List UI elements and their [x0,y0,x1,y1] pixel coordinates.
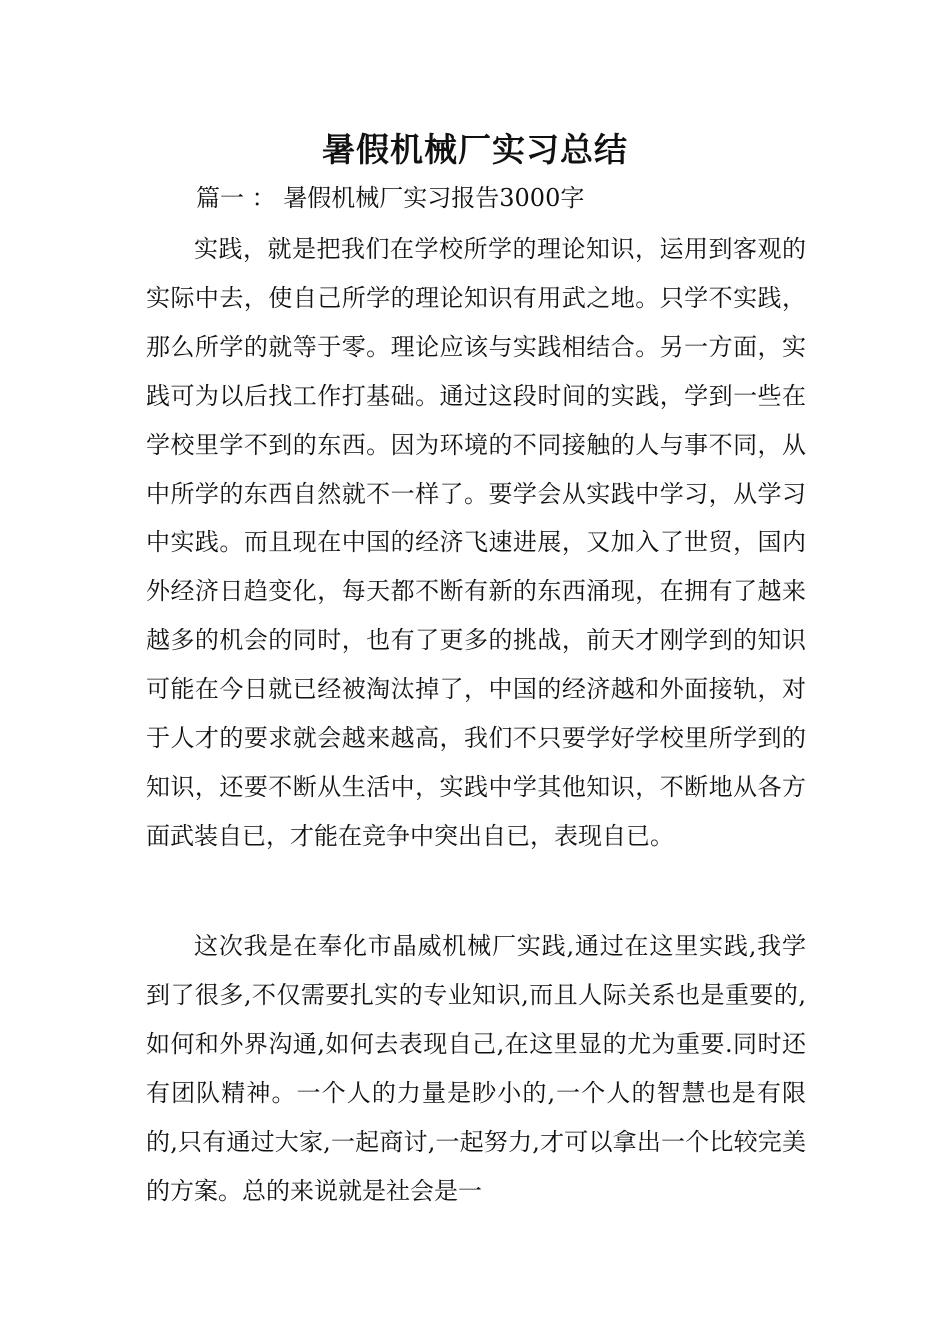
document-title: 暑假机械厂实习总结 [322,130,628,169]
paragraph-1: 实践，就是把我们在学校所学的理论知识，运用到客观的实际中去，使自己所学的理论知识有用武之地。只学不实践，那么所学的就等于零。理论应该与实践相结合。另一方面，实践可为以后找工作打基础。通过这段时间的实践，学到一些在学校里学不到的东西。因为环境的不同接触的人与事不同，从中所学的东西自然就不一样了。要学会从实践中学习，从学习中实践。而且现在中国的经济飞速进展，又加入了世贸，国内外经济日趋变化，每天都不断有新的东西涌现，在拥有了越来越多的机会的同时，也有了更多的挑战，前天才刚学到的知识可能在今日就已经被淘汰掉了，中国的经济越和外面接轨，对于人才的要求就会越来越高，我们不只要学好学校里所学到的知识，还要不断从生活中，实践中学其他知识，不断地从各方面武装自已，才能在竞争中突出自已，表现自已。 [146,235,806,850]
section-heading: 篇一 ： 暑假机械厂实习报告3000字 [196,184,585,212]
paragraph-2: 这次我是在奉化市晶威机械厂实践,通过在这里实践,我学到了很多,不仅需要扎实的专业知识,而且人际关系也是重要的,如何和外界沟通,如何去表现自己,在这里显的尤为重要.同时还有团队精神。一个人的力量是眇小的,一个人的智慧也是有限的,只有通过大家,一起商讨,一起努力,才可以拿出一个比较完美的方案。总的来说就是社会是一 [146,932,806,1205]
